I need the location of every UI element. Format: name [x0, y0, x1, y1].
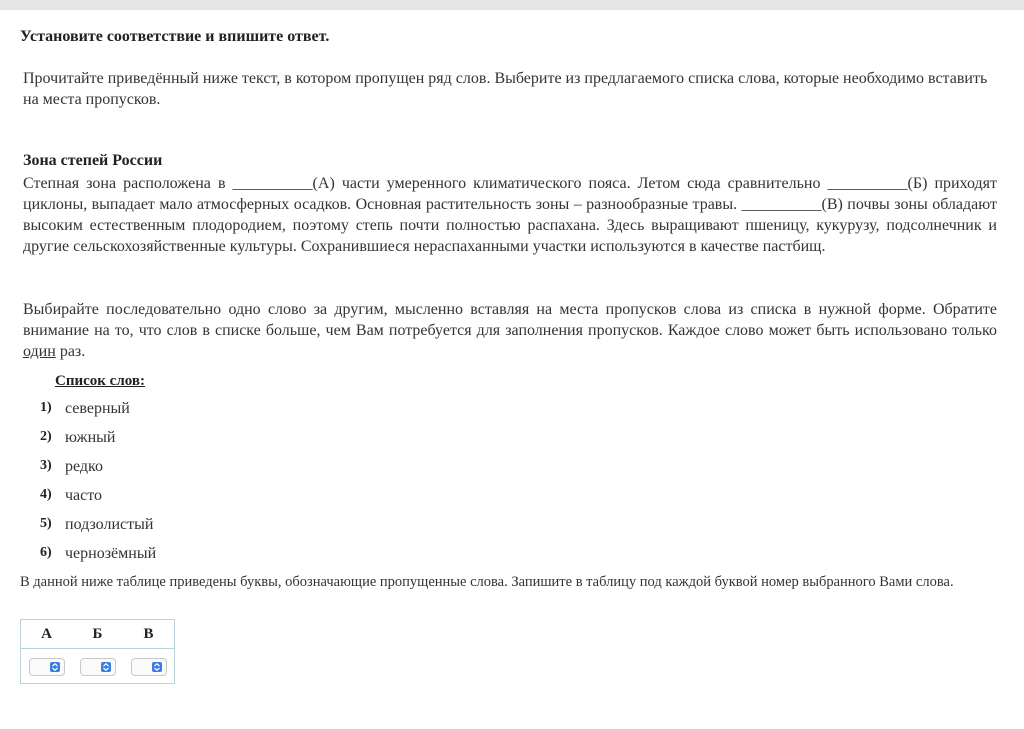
- word-list-item: [40, 543, 156, 572]
- word-number: 3): [40, 458, 52, 473]
- passage-heading: Зона степей России: [23, 152, 163, 169]
- word-list-item: [40, 485, 156, 514]
- answer-select-b[interactable]: [80, 658, 116, 676]
- answer-table: [20, 619, 175, 684]
- word-list-item: [40, 514, 156, 543]
- word-text: южный: [65, 429, 116, 446]
- select-arrows-icon: [50, 662, 60, 672]
- instruction-emphasis: один: [23, 343, 56, 360]
- table-note: В данной ниже таблице приведены буквы, обозначающие пропущенные слова. Запишите в таблицу под каждой буквой номер выбранного Вами слова.: [20, 574, 954, 590]
- answer-cell-v: [123, 658, 174, 676]
- word-text: подзолистый: [65, 516, 154, 533]
- word-text: чернозёмный: [65, 545, 157, 562]
- intro-line-1: Прочитайте приведённый ниже текст, в котором пропущен ряд слов. Выберите из предлагаемого списка слова, которые необходимо вставить: [23, 70, 988, 87]
- answer-cell-a: [21, 658, 72, 676]
- task-title: Установите соответствие и впишите ответ.: [20, 28, 330, 45]
- instruction-text: [23, 299, 997, 362]
- word-number: 1): [40, 400, 52, 415]
- word-number: 2): [40, 429, 52, 444]
- select-arrows-icon: [101, 662, 111, 672]
- word-text: северный: [65, 400, 130, 417]
- column-header-b: Б: [92, 626, 103, 642]
- word-number: 5): [40, 516, 52, 531]
- answer-select-a[interactable]: [29, 658, 65, 676]
- answer-table-header: [21, 620, 174, 649]
- top-bar: [0, 0, 1024, 10]
- answer-cell-b: [72, 658, 123, 676]
- word-list: [40, 398, 156, 572]
- column-header-v: В: [143, 626, 154, 642]
- word-number: 6): [40, 545, 52, 560]
- intro-line-2: на места пропусков.: [23, 91, 161, 108]
- word-list-item: [40, 456, 156, 485]
- word-text: часто: [65, 487, 103, 504]
- task-intro: [23, 68, 995, 110]
- word-list-item: [40, 427, 156, 456]
- word-list-item: [40, 398, 156, 427]
- answer-select-v[interactable]: [131, 658, 167, 676]
- answer-table-row: [21, 649, 174, 684]
- word-number: 4): [40, 487, 52, 502]
- word-text: редко: [65, 458, 103, 475]
- column-header-a: А: [41, 626, 52, 642]
- instruction-after: раз.: [55, 343, 86, 360]
- passage-text: Степная зона расположена в __________(А) части умеренного климатического пояса. Летом сюда сравнительно __________(Б) приходят циклоны, выпадает мало атмосферных осадков. Основная растительность зоны – разнообразные травы. __________(В) почвы зоны обладают высоким естественным плодородием, поэтому степь почти полностью распахана. Здесь выращивают пшеницу, кукурузу, подсолнечник и другие сельскохозяйственные культуры. Сохранившиеся нераспаханными участки используются в качестве пастбищ.: [23, 175, 997, 255]
- instruction-before: Выбирайте последовательно одно слово за другим, мысленно вставляя на места пропусков слова из списка в нужной форме. Обратите внимание на то, что слов в списке больше, чем Вам потребуется для заполнения пропусков. Каждое слово может быть использовано только: [23, 301, 997, 339]
- word-list-title: Список слов:: [55, 373, 145, 389]
- select-arrows-icon: [152, 662, 162, 672]
